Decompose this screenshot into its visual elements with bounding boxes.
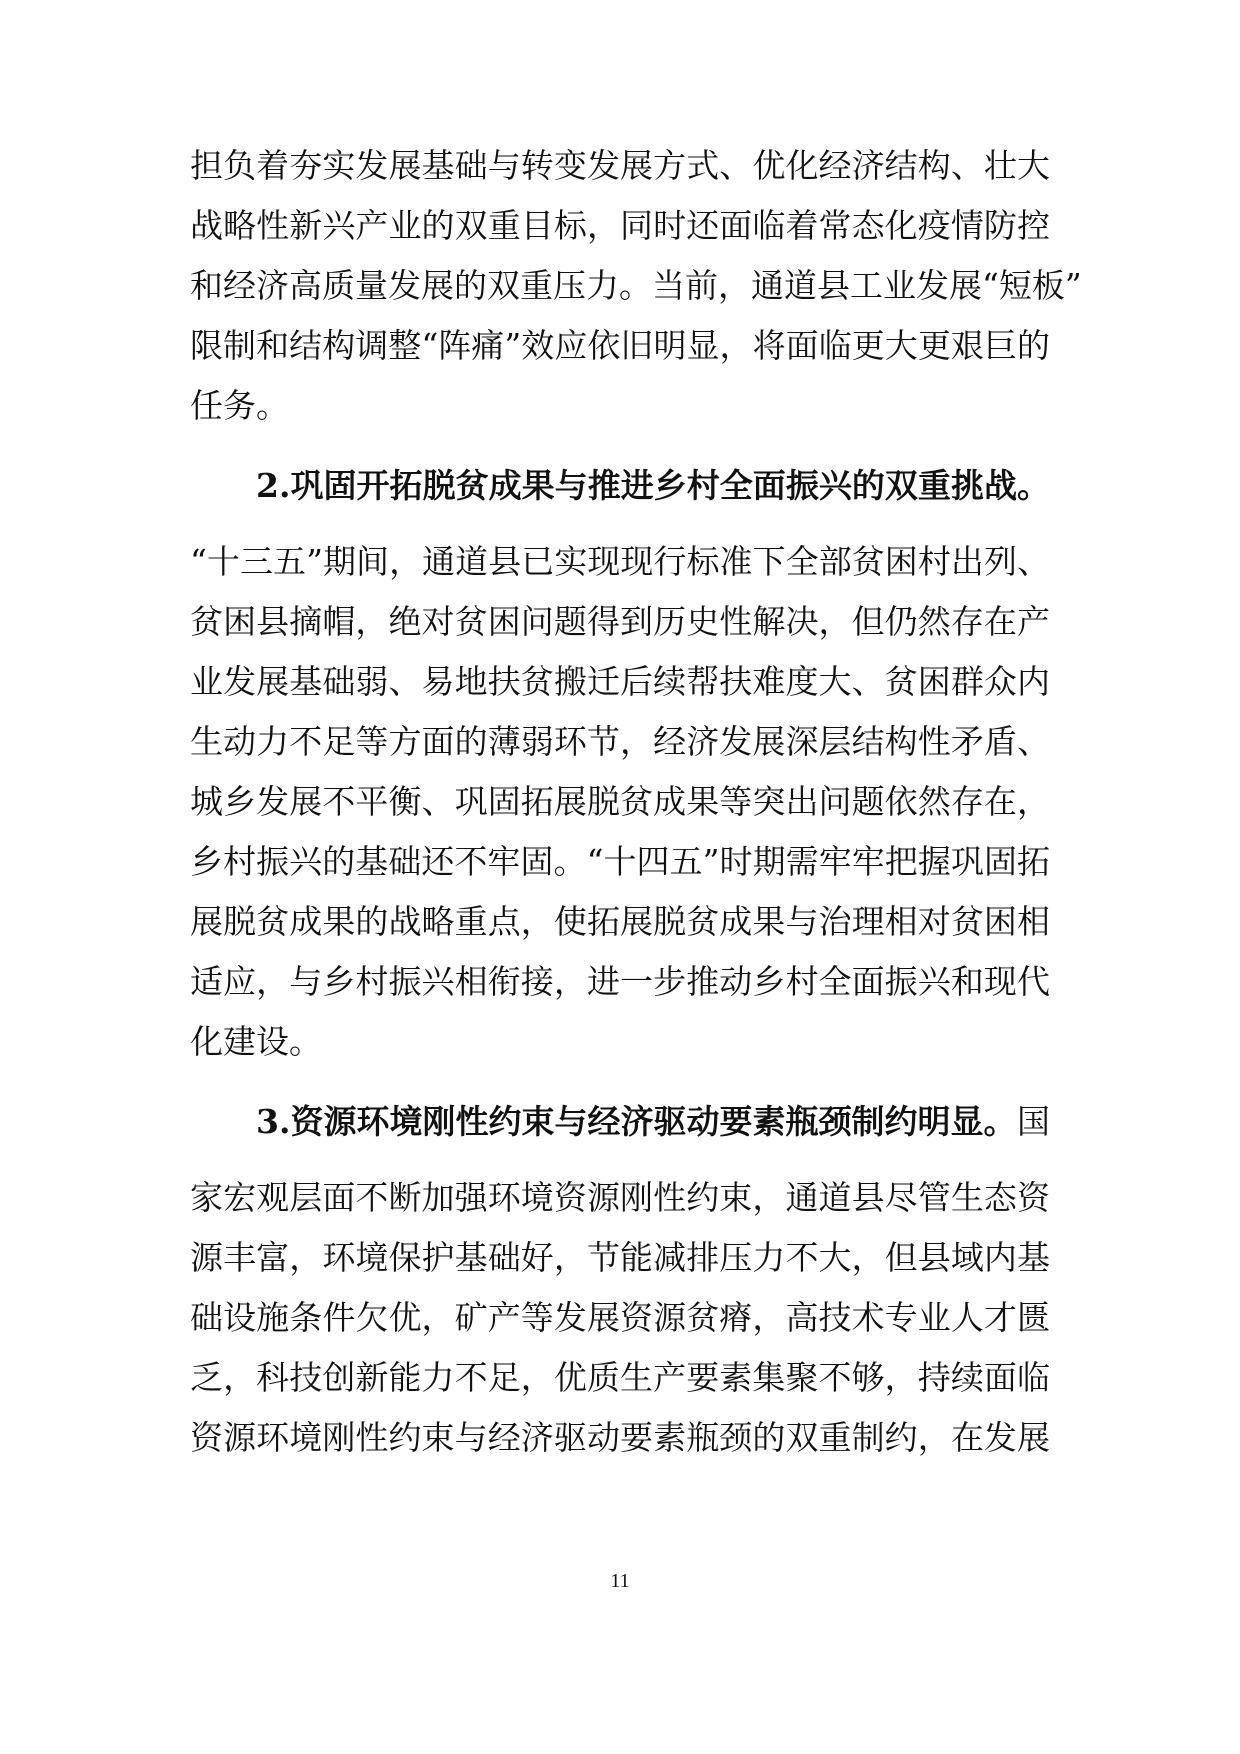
section-heading: 2.巩固开拓脱贫成果与推进乡村全面振兴的双重挑战。 bbox=[256, 466, 1050, 505]
text-line: 和经济高质量发展的双重压力。当前，通道县工业发展“短板” bbox=[190, 266, 1082, 305]
text-line: 乡村振兴的基础还不牢固。“十四五”时期需牢牢把握巩固拓 bbox=[190, 842, 1050, 881]
page-number: 11 bbox=[610, 1570, 630, 1592]
text-line: 乏，科技创新能力不足，优质生产要素集聚不够，持续面临 bbox=[190, 1358, 1050, 1397]
section-heading: 3.资源环境刚性约束与经济驱动要素瓶颈制约明显。 bbox=[256, 1102, 1017, 1141]
text-line: 业发展基础弱、易地扶贫搬迁后续帮扶难度大、贫困群众内 bbox=[190, 662, 1050, 701]
text-line: 限制和结构调整“阵痛”效应依旧明显，将面临更大更艰巨的 bbox=[190, 326, 1050, 365]
text-line: 础设施条件欠优，矿产等发展资源贫瘠，高技术专业人才匮 bbox=[190, 1298, 1050, 1337]
section-heading-line bbox=[256, 1092, 1050, 1152]
text-line: 战略性新兴产业的双重目标，同时还面临着常态化疫情防控 bbox=[190, 206, 1050, 245]
text-line: “十三五”期间，通道县已实现现行标准下全部贫困村出列、 bbox=[190, 542, 1050, 581]
text-line: 城乡发展不平衡、巩固拓展脱贫成果等突出问题依然存在， bbox=[190, 782, 1050, 821]
text-line: 资源环境刚性约束与经济驱动要素瓶颈的双重制约，在发展 bbox=[190, 1418, 1050, 1457]
text-line: 展脱贫成果的战略重点，使拓展脱贫成果与治理相对贫困相 bbox=[190, 902, 1050, 941]
text-line: 任务。 bbox=[190, 386, 289, 425]
text-line: 源丰富，环境保护基础好，节能减排压力不大，但县域内基 bbox=[190, 1238, 1050, 1277]
text-line: 生动力不足等方面的薄弱环节，经济发展深层结构性矛盾、 bbox=[190, 722, 1050, 761]
text-line: 化建设。 bbox=[190, 1022, 322, 1061]
text-line: 贫困县摘帽，绝对贫困问题得到历史性解决，但仍然存在产 bbox=[190, 602, 1050, 641]
text-line: 适应，与乡村振兴相衔接，进一步推动乡村全面振兴和现代 bbox=[190, 962, 1050, 1001]
text-line: 家宏观层面不断加强环境资源刚性约束，通道县尽管生态资 bbox=[190, 1178, 1050, 1217]
heading-tail-text: 国 bbox=[1017, 1102, 1050, 1141]
text-line: 担负着夯实发展基础与转变发展方式、优化经济结构、壮大 bbox=[190, 146, 1050, 185]
